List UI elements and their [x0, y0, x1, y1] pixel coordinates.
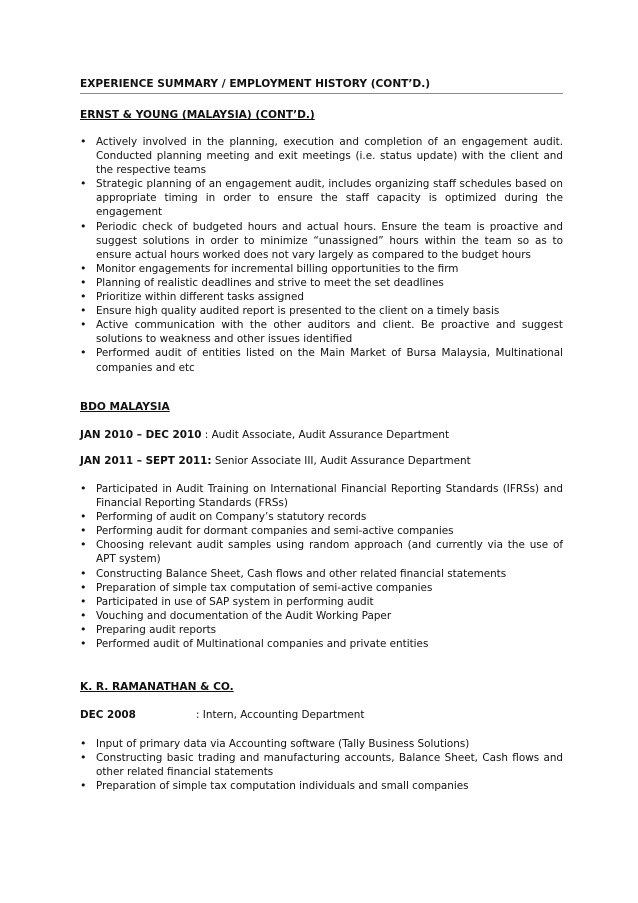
list-item: • Constructing basic trading and manufacturing accounts, Balance Sheet, Cash flows and other related financial statements — [80, 751, 563, 779]
bdo-role-1-dates: JAN 2010 – DEC 2010 — [80, 429, 202, 441]
krr-heading: K. R. RAMANATHAN & CO. — [80, 681, 234, 693]
bdo-role-1-title: : Audit Associate, Audit Assurance Department — [201, 429, 450, 441]
section-title-rule — [80, 93, 563, 94]
list-item: • Choosing relevant audit samples using random approach (and currently via the use of APT system) — [80, 538, 563, 566]
list-item: • Input of primary data via Accounting software (Tally Business Solutions) — [80, 737, 563, 751]
bdo-role-2-dates: JAN 2011 – SEPT 2011: — [80, 455, 212, 467]
list-item: • Monitor engagements for incremental billing opportunities to the firm — [80, 262, 563, 276]
krr-role-dates: DEC 2008 — [80, 709, 136, 721]
ey-heading: ERNST & YOUNG (MALAYSIA) (CONT’D.) — [80, 109, 315, 121]
list-item: • Actively involved in the planning, execution and completion of an engagement audit. Conducted planning meeting and exit meetings (i.e. status update) with the client and the respective teams — [80, 135, 563, 177]
list-item: • Participated in Audit Training on International Financial Reporting Standards (IFRSs) and Financial Reporting Standards (FRSs) — [80, 482, 563, 510]
list-item: • Ensure high quality audited report is presented to the client on a timely basis — [80, 304, 563, 318]
list-item: • Participated in use of SAP system in performing audit — [80, 595, 563, 609]
ey-bullet-list — [80, 135, 563, 375]
bdo-role-2-title: Senior Associate III, Audit Assurance Department — [211, 455, 471, 467]
list-item: • Performing audit for dormant companies and semi-active companies — [80, 524, 563, 538]
list-item: • Performing of audit on Company’s statutory records — [80, 510, 563, 524]
list-item: • Active communication with the other auditors and client. Be proactive and suggest solutions to weakness and other issues identified — [80, 318, 563, 346]
krr-bullet-list — [80, 737, 563, 793]
list-item: • Preparation of simple tax computation of semi-active companies — [80, 581, 563, 595]
krr-role — [80, 708, 563, 722]
bdo-role-1 — [80, 428, 563, 442]
list-item: • Preparation of simple tax computation individuals and small companies — [80, 779, 563, 793]
list-item: • Performed audit of Multinational companies and private entities — [80, 637, 563, 651]
list-item: • Periodic check of budgeted hours and actual hours. Ensure the team is proactive and suggest solutions in order to minimize “unassigned” hours within the team so as to ensure actual hours worked does not vary largely as compared to the budget hours — [80, 220, 563, 262]
list-item: • Vouching and documentation of the Audit Working Paper — [80, 609, 563, 623]
list-item: • Constructing Balance Sheet, Cash flows and other related financial statements — [80, 567, 563, 581]
list-item: • Performed audit of entities listed on the Main Market of Bursa Malaysia, Multinational companies and etc — [80, 346, 563, 374]
list-item: • Preparing audit reports — [80, 623, 563, 637]
section-title: EXPERIENCE SUMMARY / EMPLOYMENT HISTORY (CONT’D.) — [80, 78, 431, 90]
list-item: • Planning of realistic deadlines and strive to meet the set deadlines — [80, 276, 563, 290]
bdo-heading: BDO MALAYSIA — [80, 401, 170, 413]
krr-role-title: : Intern, Accounting Department — [196, 709, 365, 721]
list-item: • Prioritize within different tasks assigned — [80, 290, 563, 304]
bdo-role-2 — [80, 454, 563, 468]
bdo-bullet-list — [80, 482, 563, 651]
list-item: • Strategic planning of an engagement audit, includes organizing staff schedules based on appropriate timing in order to ensure the staff capacity is optimized during the engagement — [80, 177, 563, 219]
